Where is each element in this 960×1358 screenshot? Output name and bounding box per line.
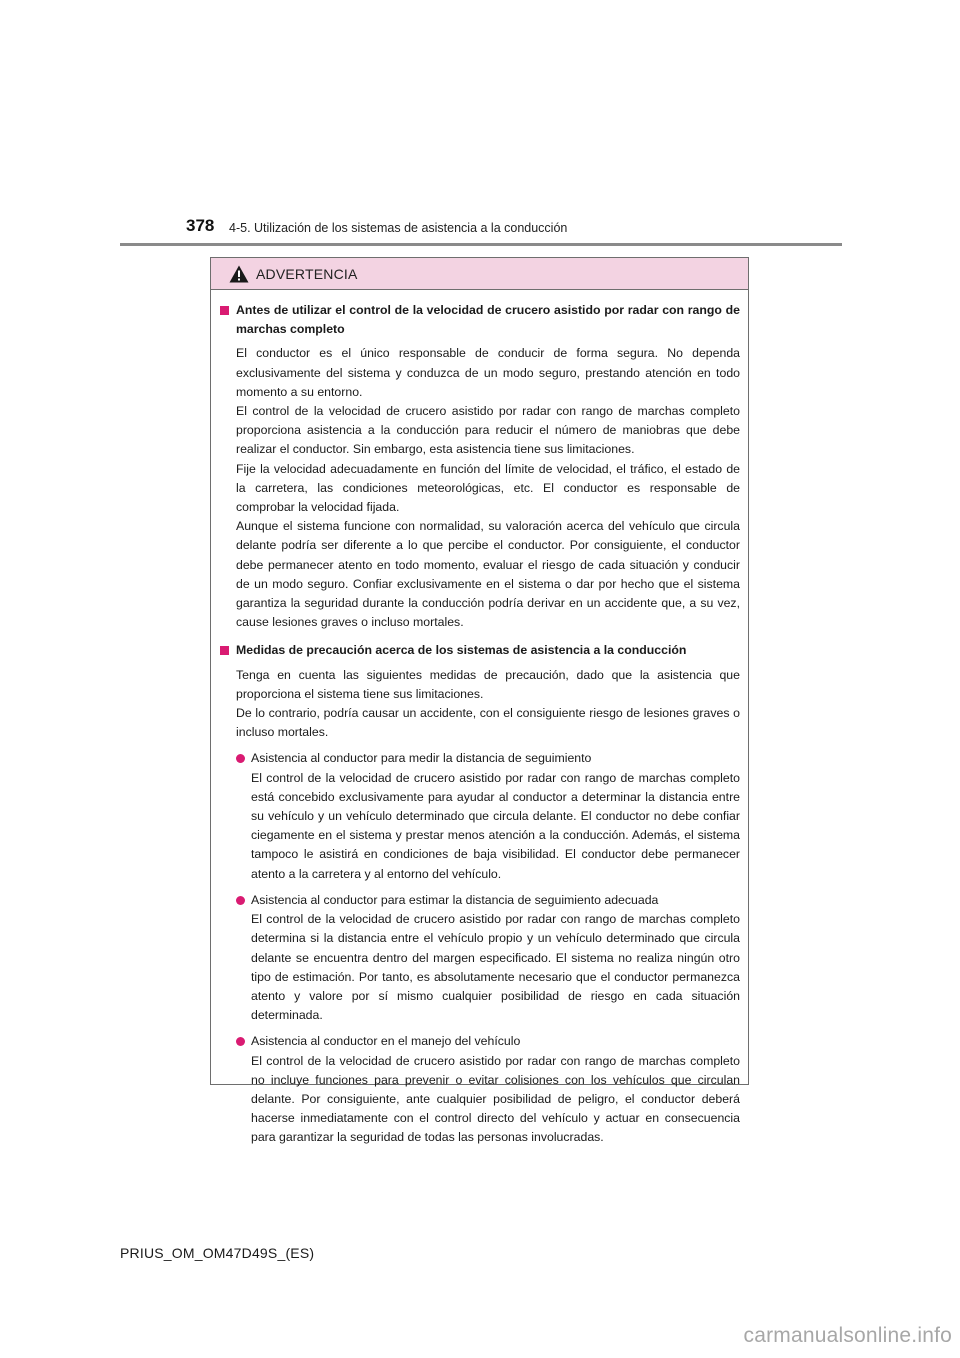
paragraph: El control de la velocidad de crucero asistido por radar con rango de marchas completo proporciona asistencia a la conducción para reducir el número de maniobras que debe realizar el conductor. Sin embargo, esta asistencia tiene sus limitaciones.: [236, 404, 740, 457]
paragraph: Tenga en cuenta las siguientes medidas de precaución, dado que la asistencia que proporciona el sistema tiene sus limitaciones.: [236, 667, 740, 701]
page-number: 378: [186, 216, 215, 235]
list-item-title: Asistencia al conductor para estimar la distancia de seguimiento adecuada: [251, 892, 659, 907]
list-item-text: El control de la velocidad de crucero asistido por radar con rango de marchas completo está concebido exclusivamente para ayudar al conductor a determinar la distancia entre su vehículo y un vehículo determinado que circula delante. El conductor no debe confiar ciegamente en el sistema y prestar menos atención a la conducción. Además, el sistema tampoco le asistirá en condiciones de baja visibilidad. El conductor debe permanecer atento a la carretera y al entorno del vehículo.: [251, 770, 740, 881]
paragraph: Aunque el sistema funcione con normalidad, su valoración acerca del vehículo que circula delante podría ser diferente a lo que percibe el conductor. Por consiguiente, el conductor debe permanecer atento en todo momento, evaluar el riesgo de cada situación y conducir de un modo seguro. Confiar exclusivamente en el sistema o dar por hecho que el sistema garantiza la seguridad durante la conducción podría derivar en un accidente que, a su vez, cause lesiones graves o incluso mortales.: [236, 519, 740, 630]
warning-section-precautions: [220, 641, 740, 1147]
paragraph: El conductor es el único responsable de conducir de forma segura. No dependa exclusivamente del sistema y conduzca de un modo seguro, prestando atención en todo momento a su entorno.: [236, 346, 740, 399]
document-code: PRIUS_OM_OM47D49S_(ES): [120, 1245, 315, 1261]
circle-bullet-icon: [236, 754, 245, 763]
section-heading: [220, 641, 740, 660]
warning-box: [210, 257, 749, 1145]
section-heading-text: Antes de utilizar el control de la velocidad de crucero asistido por radar con rango de marchas completo: [236, 303, 740, 337]
square-bullet-icon: [220, 306, 229, 315]
list-item-text: El control de la velocidad de crucero asistido por radar con rango de marchas completo no incluye funciones para prevenir o evitar colisiones con los vehículos que circulan delante. Por consiguiente, ante cualquier posibilidad de peligro, el conductor deberá hacerse inmediatamente con el control directo del vehículo y actuar en consecuencia para garantizar la seguridad de todas las personas involucradas.: [251, 1053, 740, 1145]
warning-body: [211, 290, 748, 1148]
circle-bullet-icon: [236, 896, 245, 905]
section-title: 4-5. Utilización de los sistemas de asistencia a la conducción: [229, 221, 568, 235]
warning-triangle-icon: [229, 265, 249, 283]
warning-header: [211, 258, 748, 290]
list-item: [236, 891, 740, 1025]
paragraph: Fije la velocidad adecuadamente en función del límite de velocidad, el tráfico, el estado de la carretera, las condiciones meteorológicas, etc. El conductor es responsable de comprobar la velocidad fijada.: [236, 461, 740, 515]
section-heading: [220, 301, 740, 339]
list-item: [236, 1032, 740, 1147]
circle-bullet-icon: [236, 1037, 245, 1046]
section-heading-text: Medidas de precaución acerca de los sistemas de asistencia a la conducción: [236, 643, 687, 658]
square-bullet-icon: [220, 646, 229, 655]
list-item: [236, 749, 740, 883]
warning-title: ADVERTENCIA: [256, 265, 358, 282]
paragraph: De lo contrario, podría causar un accidente, con el consiguiente riesgo de lesiones graves o incluso mortales.: [236, 706, 740, 740]
watermark: carmanualsonline.info: [743, 1324, 952, 1347]
warning-section-radar-cruise: [220, 301, 740, 632]
list-item-text: El control de la velocidad de crucero asistido por radar con rango de marchas completo determina si la distancia entre el vehículo propio y un vehículo determinado que circula delante se encuentra dentro del margen especificado. El sistema no realiza ningún otro tipo de estimación. Por tanto, es absolutamente necesario que el conductor permanezca atento y valore por sí mismo cualquier posibilidad de riesgo en cada situación determinada.: [251, 912, 740, 1023]
list-item-title: Asistencia al conductor en el manejo del vehículo: [251, 1034, 521, 1049]
list-item-title: Asistencia al conductor para medir la distancia de seguimiento: [251, 751, 592, 766]
header-divider: [120, 243, 842, 246]
